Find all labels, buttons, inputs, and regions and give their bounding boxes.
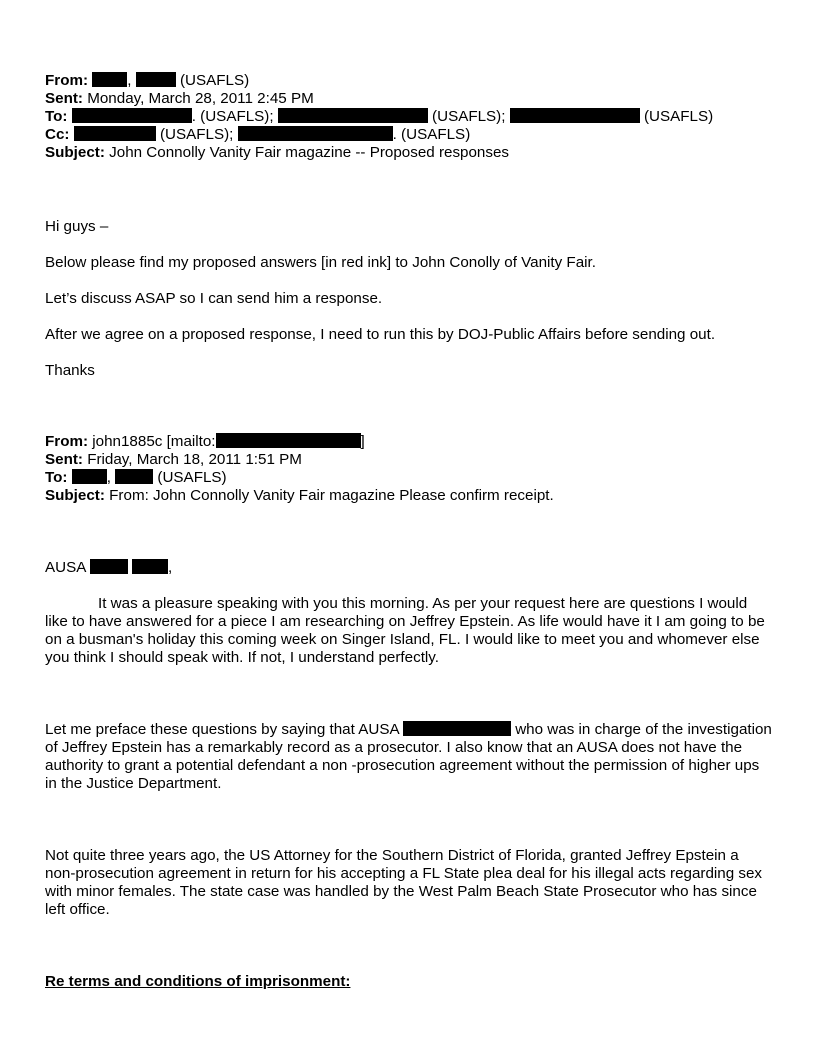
- redaction-block: [216, 433, 361, 448]
- cc-part: . (USAFLS): [392, 126, 471, 143]
- cc-label: Cc:: [45, 126, 70, 143]
- to-part: (USAFLS): [643, 108, 714, 125]
- email2-from-line: [45, 433, 554, 451]
- redaction-block: [238, 126, 393, 141]
- email1-subject-line: [45, 144, 713, 162]
- email2-to-line: To: , (USAFLS): [45, 469, 227, 486]
- email2-sent-line: [45, 451, 554, 469]
- to-part: . (USAFLS);: [191, 108, 274, 125]
- paragraph-text: Let me preface these questions by saying that AUSA: [45, 721, 399, 738]
- email1-signoff: Thanks: [45, 362, 95, 379]
- email2-subject-line: [45, 487, 554, 505]
- redaction-block: [72, 108, 192, 123]
- email2-salutation: AUSA ,: [45, 559, 173, 576]
- redaction-block: [510, 108, 640, 123]
- email2-header: [45, 433, 554, 505]
- email1-paragraph: Below please find my proposed answers [in red ink] to John Conolly of Vanity Fair.: [45, 254, 596, 271]
- salutation-text: AUSA: [45, 559, 86, 576]
- section-heading: Re terms and conditions of imprisonment:: [45, 973, 351, 990]
- cc-part: (USAFLS);: [159, 126, 234, 143]
- email1-paragraph: After we agree on a proposed response, I need to run this by DOJ-Public Affairs before sending out.: [45, 326, 716, 343]
- redaction-block: [278, 108, 428, 123]
- to-suffix: (USAFLS): [157, 469, 227, 486]
- sent-value: Monday, March 28, 2011 2:45 PM: [87, 90, 314, 107]
- subject-value: John Connolly Vanity Fair magazine -- Proposed responses: [109, 144, 510, 161]
- redaction-block: [72, 469, 107, 484]
- redaction-block: [115, 469, 153, 484]
- to-label: To:: [45, 108, 68, 125]
- redaction-block: [90, 559, 128, 574]
- from-suffix: (USAFLS): [179, 72, 250, 89]
- email1-header: [45, 72, 713, 162]
- email1-to-line: [45, 108, 713, 126]
- email1-paragraph: Let’s discuss ASAP so I can send him a response.: [45, 290, 383, 307]
- email2-paragraph: [45, 721, 773, 793]
- from-label: From:: [45, 433, 89, 450]
- redaction-block: [132, 559, 168, 574]
- to-label: To:: [45, 469, 68, 486]
- redaction-block: [403, 721, 511, 736]
- email1-cc-line: [45, 126, 713, 144]
- subject-value: From: John Connolly Vanity Fair magazine Please confirm receipt.: [109, 487, 554, 504]
- subject-label: Subject:: [45, 144, 105, 161]
- sent-label: Sent:: [45, 451, 83, 468]
- redaction-block: [74, 126, 156, 141]
- from-close: ]: [360, 433, 365, 450]
- email2-paragraph: Not quite three years ago, the US Attorney for the Southern District of Florida, granted Jeffrey Epstein a non-prosecution agreement in return for his accepting a FL State plea deal for his illegal acts regarding sex with minor females. The state case was handled by the West Palm Beach State Prosecutor who has since left office.: [45, 847, 763, 918]
- from-label: From:: [45, 72, 89, 89]
- email1-sent-line: [45, 90, 713, 108]
- redaction-block: [92, 72, 127, 87]
- to-part: (USAFLS);: [432, 108, 506, 125]
- email1-greeting: Hi guys –: [45, 218, 109, 235]
- paragraph-text: who was in charge of the investigation of Jeffrey Epstein has a remarkably record as a prosecutor. I also know that an AUSA does not have the authority to grant a potential defendant a non -prosecution agreement without the permission of higher ups in the Justice Department.: [45, 721, 772, 792]
- redaction-block: [136, 72, 176, 87]
- email2-paragraph: It was a pleasure speaking with you this morning. As per your request here are questions I would like to have answered for a piece I am researching on Jeffrey Epstein. As life would have it I am going to be on a busman's holiday this coming week on Singer Island, FL. I would like to meet you and whomever else you think I should speak with. If not, I understand perfectly.: [45, 595, 765, 666]
- from-value: john1885c [mailto:: [92, 433, 216, 450]
- sent-label: Sent:: [45, 90, 83, 107]
- sent-value: Friday, March 18, 2011 1:51 PM: [87, 451, 302, 468]
- email1-from-line: From: , (USAFLS): [45, 72, 250, 89]
- subject-label: Subject:: [45, 487, 105, 504]
